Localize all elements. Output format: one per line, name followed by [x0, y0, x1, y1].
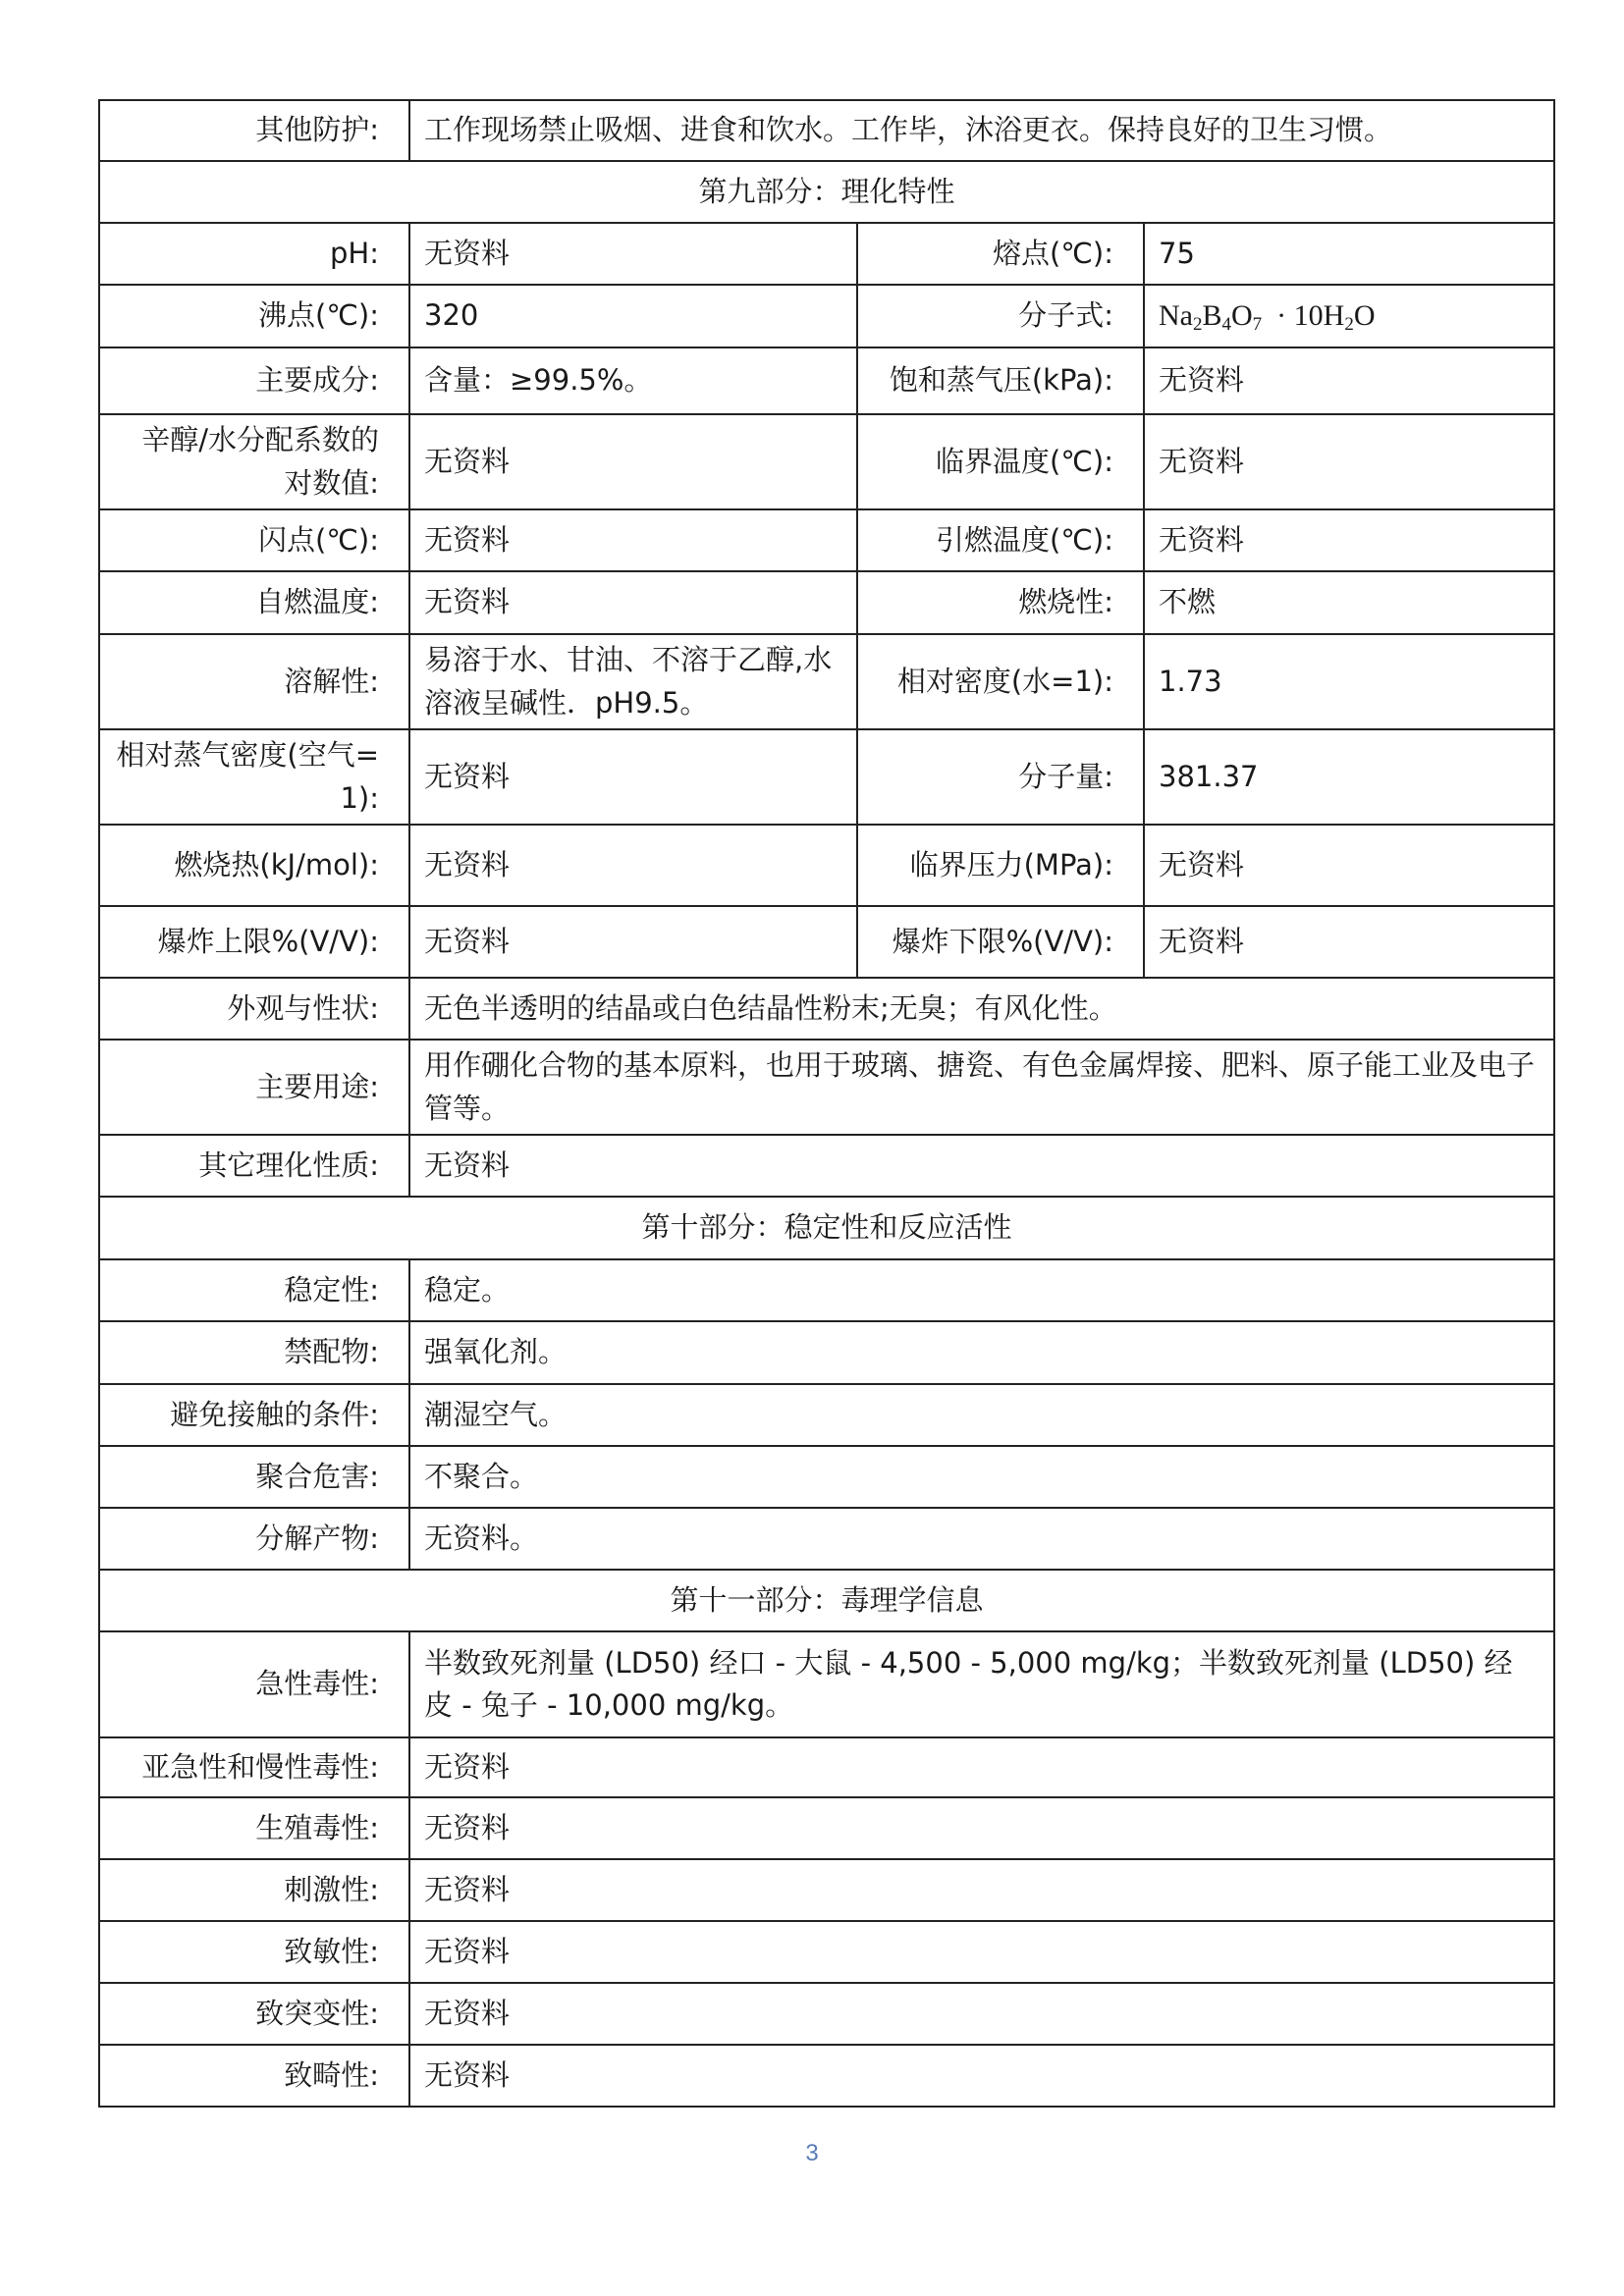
value-chronic-toxicity: 无资料 — [409, 1737, 1554, 1797]
value-appearance: 无色半透明的结晶或白色结晶性粉末;无臭；有风化性。 — [409, 978, 1554, 1040]
value-melting-point: 75 — [1144, 223, 1554, 285]
label-ignition-temperature: 引燃温度(℃): — [857, 509, 1144, 571]
label-melting-point: 熔点(℃): — [857, 223, 1144, 285]
table-row — [99, 1135, 1554, 1197]
value-polymerization-hazard: 不聚合。 — [409, 1446, 1554, 1508]
table-row — [99, 1737, 1554, 1797]
table-row — [99, 1859, 1554, 1921]
value-relative-vapor-density: 无资料 — [409, 729, 857, 825]
section-10-title: 第十部分：稳定性和反应活性 — [99, 1197, 1554, 1259]
label-autoignition-temperature: 自燃温度: — [99, 571, 409, 634]
value-flash-point: 无资料 — [409, 509, 857, 571]
value-other-properties: 无资料 — [409, 1135, 1554, 1197]
label-teratogenicity: 致畸性: — [99, 2045, 409, 2107]
label-conditions-to-avoid: 避免接触的条件: — [99, 1384, 409, 1446]
value-sensitization: 无资料 — [409, 1921, 1554, 1983]
table-row — [99, 1983, 1554, 2045]
sds-table — [98, 99, 1555, 2108]
label-boiling-point: 沸点(℃): — [99, 285, 409, 347]
label-mutagenicity: 致突变性: — [99, 1983, 409, 2045]
table-row — [99, 571, 1554, 634]
label-stability: 稳定性: — [99, 1259, 409, 1321]
section-10-header — [99, 1197, 1554, 1259]
label-vapor-pressure: 饱和蒸气压(kPa): — [857, 347, 1144, 414]
value-incompatible-materials: 强氧化剂。 — [409, 1321, 1554, 1384]
value-ph: 无资料 — [409, 223, 857, 285]
label-main-component: 主要成分: — [99, 347, 409, 414]
label-flash-point: 闪点(℃): — [99, 509, 409, 571]
page-number: 3 — [805, 2140, 819, 2166]
label-polymerization-hazard: 聚合危害: — [99, 1446, 409, 1508]
table-row — [99, 1508, 1554, 1570]
table-row — [99, 1040, 1554, 1135]
label-incompatible-materials: 禁配物: — [99, 1321, 409, 1384]
label-relative-vapor-density: 相对蒸气密度(空气=1): — [99, 729, 409, 825]
label-other-properties: 其它理化性质: — [99, 1135, 409, 1197]
label-reproductive-toxicity: 生殖毒性: — [99, 1797, 409, 1859]
section-9-header — [99, 161, 1554, 223]
table-row — [99, 634, 1554, 729]
table-row — [99, 906, 1554, 978]
table-row — [99, 729, 1554, 825]
label-relative-density: 相对密度(水=1): — [857, 634, 1144, 729]
value-critical-pressure: 无资料 — [1144, 825, 1554, 906]
label-partition-coefficient: 辛醇/水分配系数的对数值: — [99, 414, 409, 509]
table-row — [99, 825, 1554, 906]
label-upper-explosive-limit: 爆炸上限%(V/V): — [99, 906, 409, 978]
value-reproductive-toxicity: 无资料 — [409, 1797, 1554, 1859]
value-acute-toxicity: 半数致死剂量 (LD50) 经口 - 大鼠 - 4,500 - 5,000 mg/kg；半数致死剂量 (LD50) 经皮 - 兔子 - 10,000 mg/kg。 — [409, 1631, 1554, 1737]
value-heat-of-combustion: 无资料 — [409, 825, 857, 906]
value-main-uses: 用作硼化合物的基本原料，也用于玻璃、搪瓷、有色金属焊接、肥料、原子能工业及电子管等。 — [409, 1040, 1554, 1135]
value-stability: 稳定。 — [409, 1259, 1554, 1321]
value-molecular-weight: 381.37 — [1144, 729, 1554, 825]
label-chronic-toxicity: 亚急性和慢性毒性: — [99, 1737, 409, 1797]
table-row — [99, 223, 1554, 285]
table-row — [99, 509, 1554, 571]
label-sensitization: 致敏性: — [99, 1921, 409, 1983]
value-partition-coefficient: 无资料 — [409, 414, 857, 509]
label-ph: pH: — [99, 223, 409, 285]
label-lower-explosive-limit: 爆炸下限%(V/V): — [857, 906, 1144, 978]
value-boiling-point: 320 — [409, 285, 857, 347]
value-mutagenicity: 无资料 — [409, 1983, 1554, 2045]
value-vapor-pressure: 无资料 — [1144, 347, 1554, 414]
label-solubility: 溶解性: — [99, 634, 409, 729]
label-other-protection: 其他防护: — [99, 100, 409, 161]
table-row — [99, 1797, 1554, 1859]
table-row — [99, 2045, 1554, 2107]
value-main-component: 含量：≥99.5%。 — [409, 347, 857, 414]
table-row — [99, 1384, 1554, 1446]
label-irritation: 刺激性: — [99, 1859, 409, 1921]
label-flammability: 燃烧性: — [857, 571, 1144, 634]
table-row — [99, 1321, 1554, 1384]
label-molecular-weight: 分子量: — [857, 729, 1144, 825]
label-appearance: 外观与性状: — [99, 978, 409, 1040]
value-critical-temperature: 无资料 — [1144, 414, 1554, 509]
table-row — [99, 1921, 1554, 1983]
value-decomposition-products: 无资料。 — [409, 1508, 1554, 1570]
table-row — [99, 978, 1554, 1040]
table-row — [99, 347, 1554, 414]
label-decomposition-products: 分解产物: — [99, 1508, 409, 1570]
table-row — [99, 285, 1554, 347]
value-autoignition-temperature: 无资料 — [409, 571, 857, 634]
table-row — [99, 414, 1554, 509]
value-conditions-to-avoid: 潮湿空气。 — [409, 1384, 1554, 1446]
value-relative-density: 1.73 — [1144, 634, 1554, 729]
table-row — [99, 1259, 1554, 1321]
value-formula: $Na_2B_4O_7 \cdot 10H_2O$ — [1144, 285, 1554, 347]
value-teratogenicity: 无资料 — [409, 2045, 1554, 2107]
value-irritation: 无资料 — [409, 1859, 1554, 1921]
value-other-protection: 工作现场禁止吸烟、进食和饮水。工作毕，沐浴更衣。保持良好的卫生习惯。 — [409, 100, 1554, 161]
label-acute-toxicity: 急性毒性: — [99, 1631, 409, 1737]
value-solubility: 易溶于水、甘油、不溶于乙醇,水溶液呈碱性．pH9.5。 — [409, 634, 857, 729]
label-heat-of-combustion: 燃烧热(kJ/mol): — [99, 825, 409, 906]
section-9-title: 第九部分：理化特性 — [99, 161, 1554, 223]
label-main-uses: 主要用途: — [99, 1040, 409, 1135]
label-critical-temperature: 临界温度(℃): — [857, 414, 1144, 509]
table-row — [99, 1631, 1554, 1737]
value-ignition-temperature: 无资料 — [1144, 509, 1554, 571]
section-11-header — [99, 1570, 1554, 1631]
value-lower-explosive-limit: 无资料 — [1144, 906, 1554, 978]
label-critical-pressure: 临界压力(MPa): — [857, 825, 1144, 906]
label-formula: 分子式: — [857, 285, 1144, 347]
value-flammability: 不燃 — [1144, 571, 1554, 634]
table-row — [99, 1446, 1554, 1508]
section-11-title: 第十一部分：毒理学信息 — [99, 1570, 1554, 1631]
value-upper-explosive-limit: 无资料 — [409, 906, 857, 978]
row-other-protection — [99, 100, 1554, 161]
